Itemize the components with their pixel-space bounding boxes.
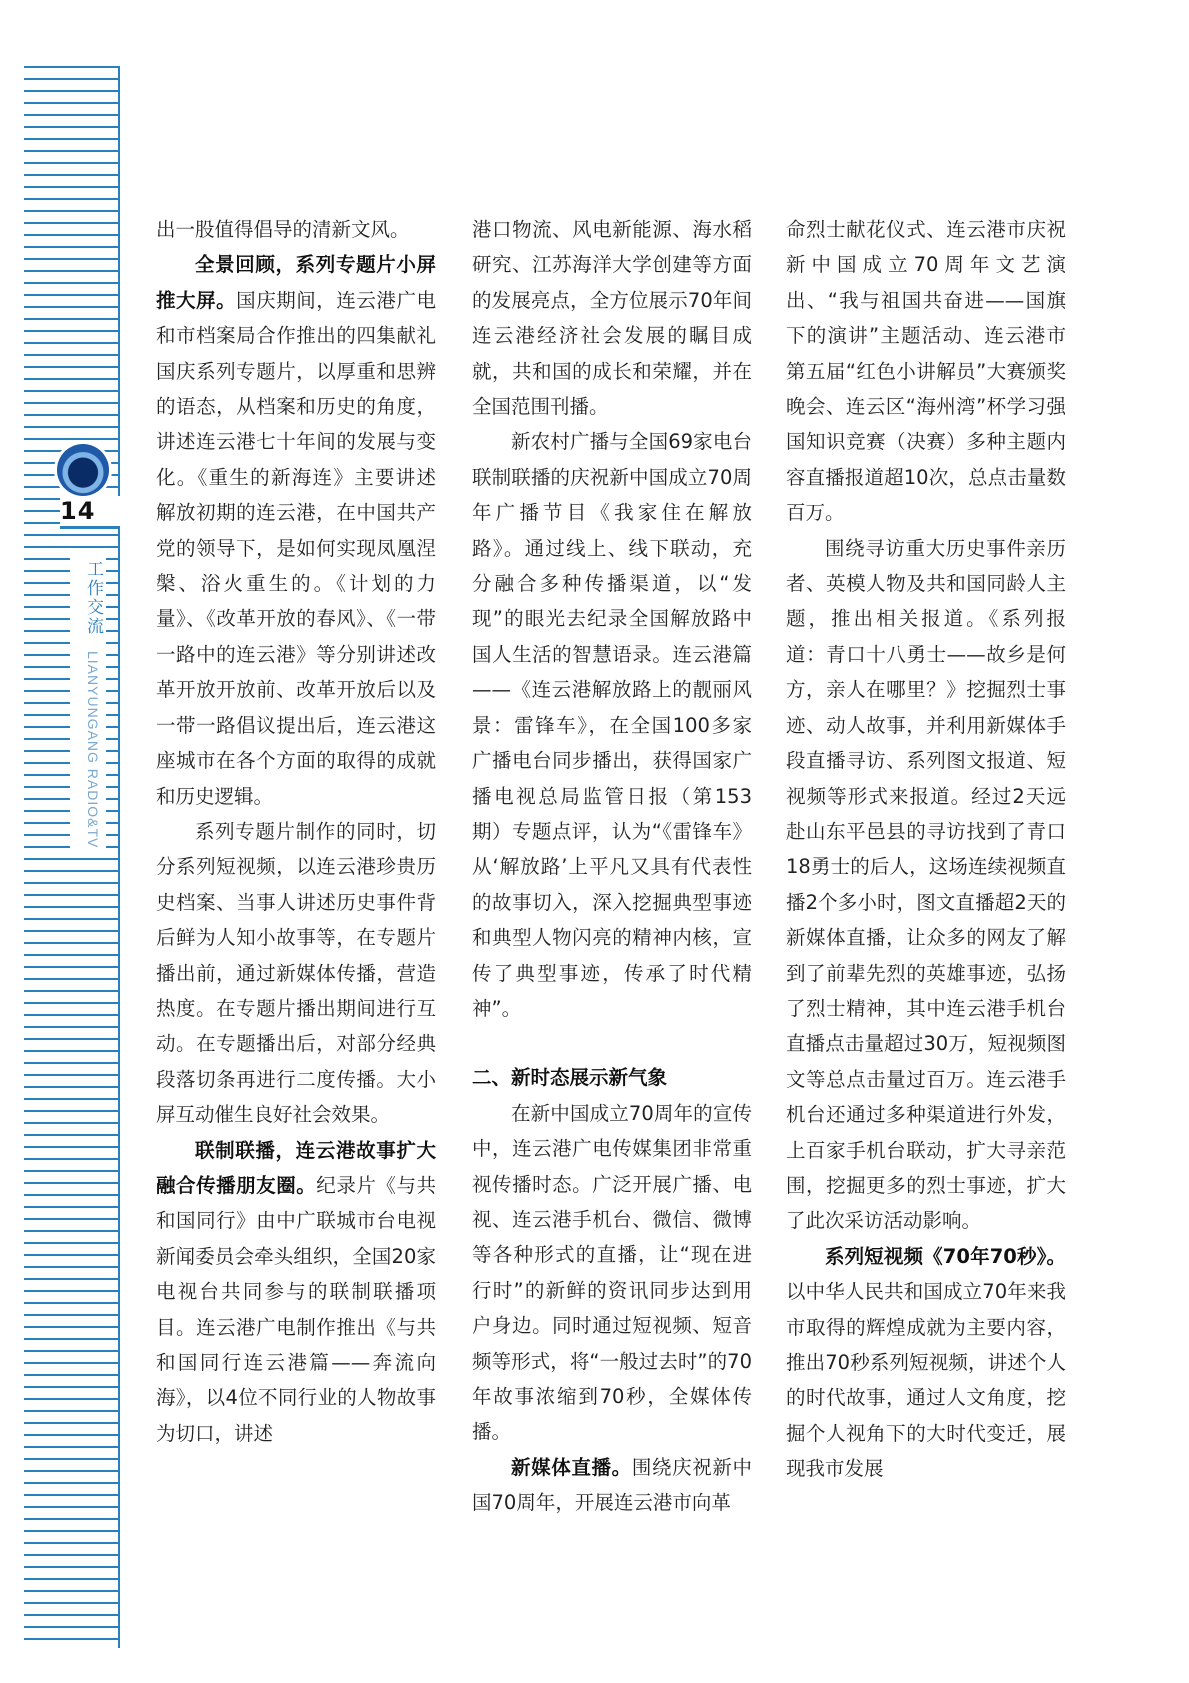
paragraph: 在新中国成立70周年的宣传中，连云港广电传媒集团非常重视传播时态。广泛开展广播、电视、连云港手机台、微信、微博等各种形式的直播，让“现在进行时”的新鲜的资讯同步达到用户身边。同时通过短视频、短音频等形式，将“一般过去时”的70年故事浓缩到70秒，全媒体传播。: [472, 1101, 752, 1444]
section-label-en: LIANYUNGANG RADIO&TV: [85, 651, 101, 849]
paragraph: 新媒体直播。围绕庆祝新中国70周年，开展连云港市向革: [472, 1455, 752, 1515]
lead-in: 联制联播，连云港故事扩大融合传播朋友圈。: [156, 1138, 436, 1197]
paragraph: 出一股值得倡导的清新文风。: [156, 218, 410, 241]
lead-in: 新媒体直播。: [511, 1455, 632, 1479]
section-label-zh: 工作交流: [83, 560, 103, 636]
paragraph: 联制联播，连云港故事扩大融合传播朋友圈。纪录片《与共和国同行》由中广联城市台电视新闻委员会牵头组织，全国20家电视台共同参与的联制联播项目。连云港广电制作推出《与共和国同行连云港篇——奔流向海》，以4位不同行业的人物故事为切口，讲述: [156, 1138, 436, 1445]
section-heading: 二、新时态展示新气象: [472, 1066, 668, 1090]
paragraph: 全景回顾，系列专题片小屏推大屏。国庆期间，连云港广电和市档案局合作推出的四集献礼国庆系列专题片，以厚重和思辨的语态，从档案和历史的角度，讲述连云港七十年间的发展与变化。《重生的新海连》主要讲述解放初期的连云港，在中国共产党的领导下，是如何实现凤凰涅槃、浴火重生的。《计划的力量》、《改革开放的春风》、《一带一路中的连云港》等分别讲述改革开放开放前、改革开放后以及一带一路倡议提出后，连云港这座城市在各个方面的取得的成就和历史逻辑。: [156, 253, 436, 808]
paragraph: 港口物流、风电新能源、海水稻研究、江苏海洋大学创建等方面的发展亮点，全方位展示70年间连云港经济社会发展的瞩目成就，共和国的成长和荣耀，并在全国范围刊播。: [472, 218, 752, 419]
lead-in: 全景回顾，系列专题片小屏推大屏。: [156, 253, 436, 312]
paragraph: 命烈士献花仪式、连云港市庆祝新中国成立70周年文艺演出、“我与祖国共奋进——国旗下的演讲”主题活动、连云港市第五届“红色小讲解员”大赛颁奖晚会、连云区“海州湾”杯学习强国知识竞赛（决赛）多种主题内容直播报道超10次，总点击量数百万。: [786, 218, 1066, 525]
text-column-2: [472, 212, 752, 1521]
paragraph: 系列短视频《70年70秒》。以中华人民共和国成立70年来我市取得的辉煌成就为主要内容，推出70秒系列短视频，讲述个人的时代故事，通过人文角度，挖掘个人视角下的大时代变迁，展现我市发展: [786, 1244, 1066, 1481]
decorative-stripe-bar: [24, 66, 120, 1648]
section-label: [70, 556, 106, 852]
text-column-3: [786, 212, 1066, 1487]
lead-in: 系列短视频《70年70秒》。: [825, 1244, 1066, 1268]
paragraph: 围绕寻访重大历史事件亲历者、英模人物及共和国同龄人主题，推出相关报道。《系列报道：青口十八勇士——故乡是何方，亲人在哪里？》挖掘烈士事迹、动人故事，并利用新媒体手段直播寻访、系列图文报道、短视频等形式来报道。经过2天远赴山东平邑县的寻访找到了青口18勇士的后人，这场连续视频直播2个多小时，图文直播超2天的新媒体直播，让众多的网友了解到了前辈先烈的英雄事迹，弘扬了烈士精神，其中连云港手机台直播点击量超过30万，短视频图文等总点击量过百万。连云港手机台还通过多种渠道进行外发，上百家手机台联动，扩大寻亲范围，挖掘更多的烈士事迹，扩大了此次采访活动影响。: [786, 536, 1066, 1233]
page-number: 14: [60, 496, 120, 529]
paragraph: 新农村广播与全国69家电台联制联播的庆祝新中国成立70周年广播节目《我家住在解放路》。通过线上、线下联动，充分融合多种传播渠道，以“发现”的眼光去纪录全国解放路中国人生活的智慧语录。连云港篇——《连云港解放路上的靓丽风景：雷锋车》，在全国100多家广播电台同步播出，获得国家广播电视总局监管日报（第153期）专题点评，认为“《雷锋车》从‘解放路’上平凡又具有代表性的故事切入，深入挖掘典型事迹和典型人物闪亮的精神内核，宣传了典型事迹，传承了时代精神”。: [472, 430, 752, 1020]
paragraph: 系列专题片制作的同时，切分系列短视频，以连云港珍贵历史档案、当事人讲述历史事件背后鲜为人知小故事等，在专题片播出前，通过新媒体传播，营造热度。在专题片播出期间进行互动。在专题播出后，对部分经典段落切条再进行二度传播。大小屏互动催生良好社会效果。: [156, 819, 436, 1127]
text-column-1: [156, 212, 436, 1451]
magazine-logo-icon: [57, 444, 109, 496]
